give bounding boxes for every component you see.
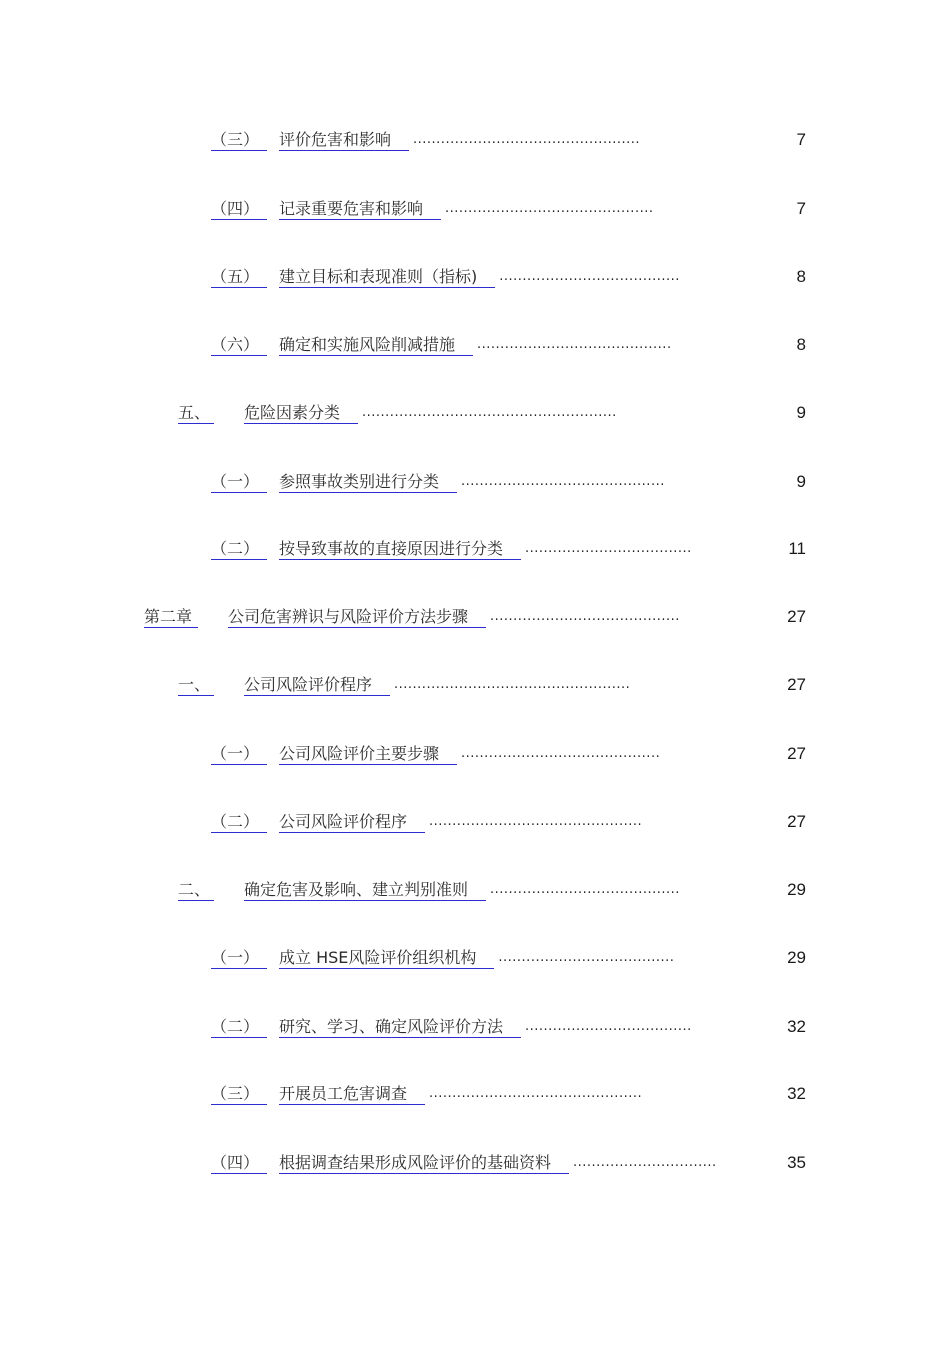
toc-entry[interactable]	[0, 195, 950, 223]
toc-page-number[interactable]: 7	[796, 199, 806, 218]
toc-entry[interactable]	[0, 263, 950, 291]
toc-entry-title[interactable]: 公司风险评价程序	[279, 808, 407, 836]
toc-leader-dots: ...................................................	[394, 677, 631, 692]
toc-entry-title[interactable]: 参照事故类别进行分类	[279, 468, 439, 496]
toc-entry-number[interactable]: （四）	[211, 195, 267, 223]
link-underline	[211, 559, 267, 560]
toc-leader-dots: .......................................................	[362, 405, 617, 420]
toc-entry[interactable]	[0, 468, 950, 496]
toc-entry-number[interactable]: （一）	[211, 468, 267, 496]
link-underline	[211, 492, 267, 493]
toc-entry-number[interactable]: （三）	[211, 126, 267, 154]
toc-entry-title[interactable]: 建立目标和表现准则（指标)	[279, 263, 477, 291]
link-underline	[211, 287, 267, 288]
link-underline	[211, 1037, 267, 1038]
toc-entry-title[interactable]: 公司危害辨识与风险评价方法步骤	[228, 603, 468, 631]
toc-leader-dots: ..............................................	[429, 814, 643, 829]
link-underline	[279, 1173, 569, 1174]
link-underline	[279, 150, 409, 151]
link-underline	[279, 764, 457, 765]
link-underline	[211, 764, 267, 765]
toc-entry-title[interactable]: 成立 HSE风险评价组织机构	[279, 944, 476, 972]
toc-entry-title[interactable]: 危险因素分类	[244, 399, 340, 427]
toc-leader-dots: ...............................	[573, 1155, 717, 1170]
link-underline	[279, 355, 473, 356]
link-underline	[144, 627, 198, 628]
toc-page-number[interactable]: 9	[796, 403, 806, 422]
toc-page-number[interactable]: 9	[796, 472, 806, 491]
toc-entry-number[interactable]: 五、	[178, 399, 214, 427]
toc-leader-dots: ......................................	[498, 950, 675, 965]
toc-entry-number[interactable]: 二、	[178, 876, 214, 904]
toc-entry[interactable]	[0, 671, 950, 699]
link-underline	[211, 1173, 267, 1174]
link-underline	[211, 150, 267, 151]
toc-entry-number[interactable]: 第二章	[144, 603, 198, 631]
toc-page-number[interactable]: 27	[787, 744, 806, 763]
toc-entry[interactable]	[0, 126, 950, 154]
toc-leader-dots: .........................................	[490, 609, 680, 624]
toc-entry-number[interactable]: （五）	[211, 263, 267, 291]
toc-entry[interactable]	[0, 740, 950, 768]
toc-entry-number[interactable]: 一、	[178, 671, 214, 699]
toc-entry[interactable]	[0, 535, 950, 563]
link-underline	[244, 900, 486, 901]
toc-entry[interactable]	[0, 603, 950, 631]
toc-entry-title[interactable]: 开展员工危害调查	[279, 1080, 407, 1108]
link-underline	[279, 832, 425, 833]
toc-entry[interactable]	[0, 399, 950, 427]
link-underline	[279, 559, 521, 560]
toc-entry-number[interactable]: （三）	[211, 1080, 267, 1108]
link-underline	[244, 695, 390, 696]
toc-leader-dots: ...........................................	[461, 746, 661, 761]
toc-entry[interactable]	[0, 944, 950, 972]
toc-leader-dots: ....................................	[525, 541, 692, 556]
toc-page-number[interactable]: 8	[796, 335, 806, 354]
toc-page-number[interactable]: 32	[787, 1017, 806, 1036]
toc-entry-number[interactable]: （二）	[211, 1013, 267, 1041]
link-underline	[211, 832, 267, 833]
link-underline	[178, 695, 214, 696]
toc-entry-title[interactable]: 评价危害和影响	[279, 126, 391, 154]
link-underline	[279, 1104, 425, 1105]
link-underline	[211, 355, 267, 356]
link-underline	[279, 219, 441, 220]
toc-leader-dots: .............................................	[445, 201, 654, 216]
toc-page-number[interactable]: 29	[787, 880, 806, 899]
link-underline	[178, 900, 214, 901]
toc-entry-title[interactable]: 确定和实施风险削减措施	[279, 331, 455, 359]
toc-leader-dots: .......................................	[499, 269, 680, 284]
toc-entry-title[interactable]: 公司风险评价程序	[244, 671, 372, 699]
toc-entry[interactable]	[0, 876, 950, 904]
toc-entry-title[interactable]: 按导致事故的直接原因进行分类	[279, 535, 503, 563]
toc-entry-title[interactable]: 公司风险评价主要步骤	[279, 740, 439, 768]
toc-page-number[interactable]: 8	[796, 267, 806, 286]
toc-leader-dots: ..............................................	[429, 1086, 643, 1101]
link-underline	[211, 968, 267, 969]
toc-entry-title[interactable]: 根据调查结果形成风险评价的基础资料	[279, 1149, 551, 1177]
toc-leader-dots: .................................................	[413, 132, 640, 147]
toc-entry[interactable]	[0, 808, 950, 836]
toc-entry-number[interactable]: （二）	[211, 535, 267, 563]
toc-entry-number[interactable]: （一）	[211, 944, 267, 972]
toc-entry[interactable]	[0, 1080, 950, 1108]
toc-page-number[interactable]: 11	[788, 539, 806, 558]
toc-page-number[interactable]: 29	[787, 948, 806, 967]
toc-page-number[interactable]: 27	[787, 675, 806, 694]
link-underline	[279, 287, 495, 288]
toc-entry[interactable]	[0, 331, 950, 359]
toc-entry-title[interactable]: 研究、学习、确定风险评价方法	[279, 1013, 503, 1041]
toc-page-number[interactable]: 27	[787, 812, 806, 831]
toc-page-number[interactable]: 32	[787, 1084, 806, 1103]
toc-leader-dots: ..........................................	[477, 337, 672, 352]
toc-entry[interactable]	[0, 1013, 950, 1041]
toc-entry-number[interactable]: （四）	[211, 1149, 267, 1177]
link-underline	[279, 1037, 521, 1038]
link-underline	[228, 627, 486, 628]
toc-entry[interactable]	[0, 1149, 950, 1177]
link-underline	[211, 219, 267, 220]
toc-entry-title[interactable]: 确定危害及影响、建立判别准则	[244, 876, 468, 904]
toc-leader-dots: ............................................	[461, 474, 665, 489]
toc-page-number[interactable]: 35	[787, 1153, 806, 1172]
link-underline	[279, 492, 457, 493]
link-underline	[178, 423, 214, 424]
toc-leader-dots: .........................................	[490, 882, 680, 897]
toc-entry-number[interactable]: （一）	[211, 740, 267, 768]
toc-page-number[interactable]: 7	[796, 130, 806, 149]
toc-entry-number[interactable]: （六）	[211, 331, 267, 359]
toc-entry-number[interactable]: （二）	[211, 808, 267, 836]
toc-entry-title[interactable]: 记录重要危害和影响	[279, 195, 423, 223]
toc-page-number[interactable]: 27	[787, 607, 806, 626]
toc-leader-dots: ....................................	[525, 1019, 692, 1034]
link-underline	[211, 1104, 267, 1105]
link-underline	[244, 423, 358, 424]
link-underline	[279, 968, 494, 969]
